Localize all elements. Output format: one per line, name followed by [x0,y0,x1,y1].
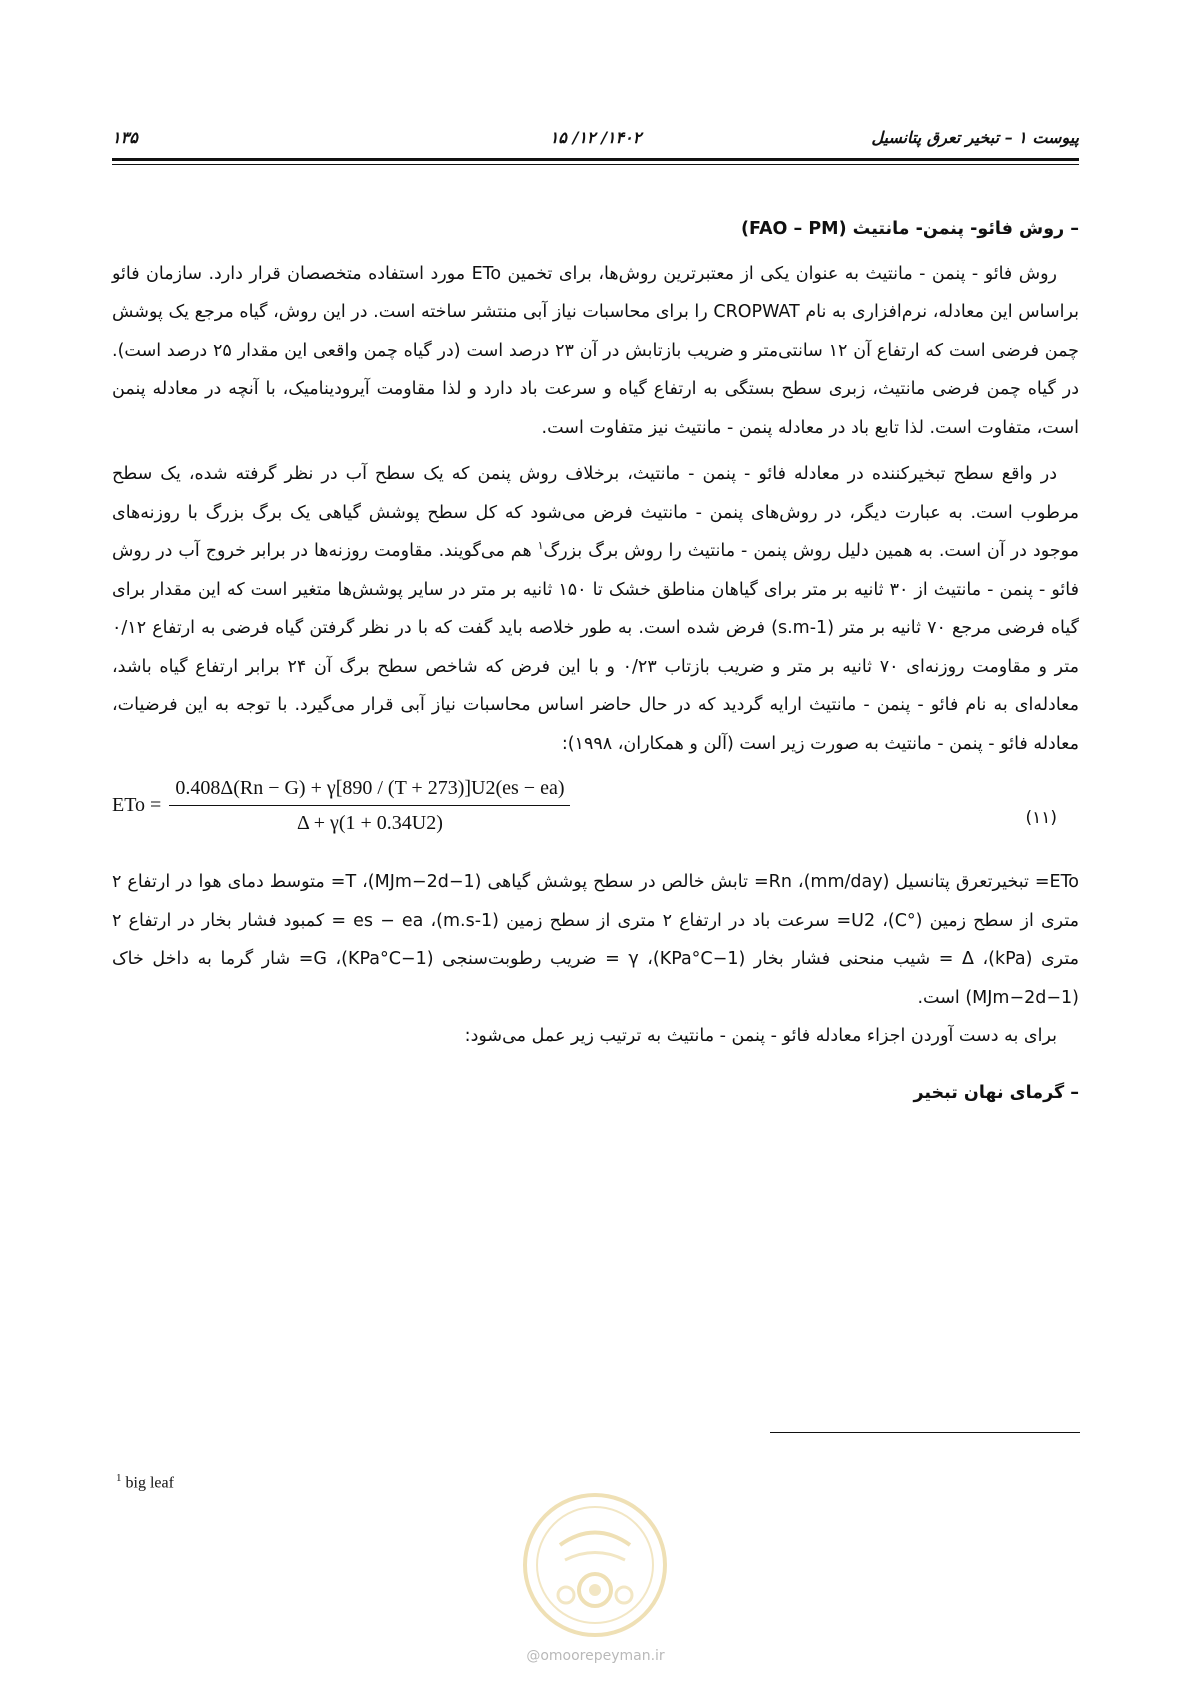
subheading: – گرمای نهان تبخیر [913,1082,1079,1103]
watermark-seal-icon [520,1490,670,1640]
footnote-marker: 1 [116,1472,122,1484]
page-number: ۱۳۵ [112,128,138,147]
header-date: ۱۴۰۲/ ۱۲/ ۱۵ [549,128,642,147]
footnote-reference: ۱ [537,539,544,553]
equation-fraction [169,775,570,836]
fao-pm-equation [112,775,570,836]
footnote-rule [770,1432,1080,1433]
paragraph-2-part-1: در واقع سطح تبخیرکننده در معادله فائو - پنمن - مانتیث، برخلاف روش پنمن که یک سطح آب در نظر گرفته شده، یک سطح مرطوب است. به عبارت دیگر، در روش‌های پنمن - مانتیث فرض می‌شود که کل سطح پوشش گیاهی یک برگ بزرگ با روزنه‌های موجود در آن است. به همین دلیل روش پنمن - مانتیث را روش برگ بزرگ [112,464,1079,561]
footnote [116,1472,174,1492]
paragraph-2-part-2: هم می‌گویند. مقاومت روزنه‌ها در برابر خروج آب در روش فائو - پنمن - مانتیث از ۳۰ ثانیه بر متر برای گیاهان مناطق خشک تا ۱۵۰ ثانیه بر متر در سایر پوشش‌ها متغیر است که این مقدار برای گیاه فرضی مرجع ۷۰ ثانیه بر متر (s.m-1) فرض شده است. به طور خلاصه باید گفت که با در نظر گرفتن گیاه فرضی به ارتفاع ۰/۱۲ متر و مقاومت روزنه‌ای ۷۰ ثانیه بر متر و ضریب بازتاب ۰/۲۳ و با این فرض که شاخص سطح برگ آن ۲۴ برابر ارتفاع گیاه باشد، معادله‌ای به نام فائو - پنمن - مانتیث ارایه گردید که در حال حاضر اساس محاسبات نیاز آبی قرار می‌گیرد. با توجه به این فرضیات، معادله فائو - پنمن - مانتیث به صورت زیر است (آلن و همکاران، ۱۹۹۸): [112,541,1079,754]
paragraph-2 [112,455,1079,763]
footnote-text: big leaf [121,1474,174,1492]
equation-lhs: ETo = [112,794,162,817]
paragraph-1: روش فائو - پنمن - مانتیث به عنوان یکی از معتبرترین روش‌ها، برای تخمین ETo مورد استفاده متخصصان قرار دارد. سازمان فائو براساس این معادله، نرم‌افزاری به نام CROPWAT را برای محاسبات نیاز آبی منتشر ساخته است. در این روش، گیاه مرجع یک پوشش چمن فرضی است که ارتفاع آن ۱۲ سانتی‌متر و ضریب بازتابش در آن ۲۳ درصد است (در گیاه چمن واقعی این مقدار ۲۵ درصد است). در گیاه چمن فرضی مانتیث، زبری سطح بستگی به ارتفاع گیاه و سرعت باد دارد و لذا مقاومت آیرودینامیک، با آنچه در معادله پنمن است، متفاوت است. لذا تابع باد در معادله پنمن - مانتیث نیز متفاوت است. [112,263,1080,438]
equation-number: (۱۱) [1025,808,1057,828]
equation-denominator: Δ + γ(1 + 0.34U2) [296,812,443,834]
paragraph-4: برای به دست آوردن اجزاء معادله فائو - پنمن - مانتیث به ترتیب زیر عمل می‌شود: [464,1026,1057,1046]
watermark-site: @omoorepeyman.ir [526,1648,665,1664]
equation-numerator: 0.408Δ(Rn − G) + γ[890 / (T + 273)]U2(es − ea) [169,775,570,806]
header-rule-thin [112,164,1079,165]
running-header [112,128,1079,152]
paragraph-3: ETo= تبخیرتعرق پتانسیل (mm/day)، Rn= تابش خالص در سطح پوشش گیاهی (MJm−2d−1)، T= متوسط دمای هوا در ارتفاع ۲ متری از سطح زمین (°C)، U2= سرعت باد در ارتفاع ۲ متری از سطح زمین (m.s-1)، es − ea = کمبود فشار بخار در ارتفاع ۲ متری (kPa)، Δ = شیب منحنی فشار بخار (KPa°C−1)، γ = ضریب رطوبت‌سنجی (KPa°C−1)، G= شار گرما به داخل خاک (MJm−2d−1) است. [112,872,1080,1008]
equation-block [112,771,1079,857]
body-text [112,210,1079,1118]
header-rule-thick [112,158,1079,161]
chapter-title: پیوست ۱ – تبخیر تعرق پتانسیل [871,128,1079,147]
section-heading: – روش فائو- پنمن- مانتیث (FAO – PM) [741,219,1079,239]
